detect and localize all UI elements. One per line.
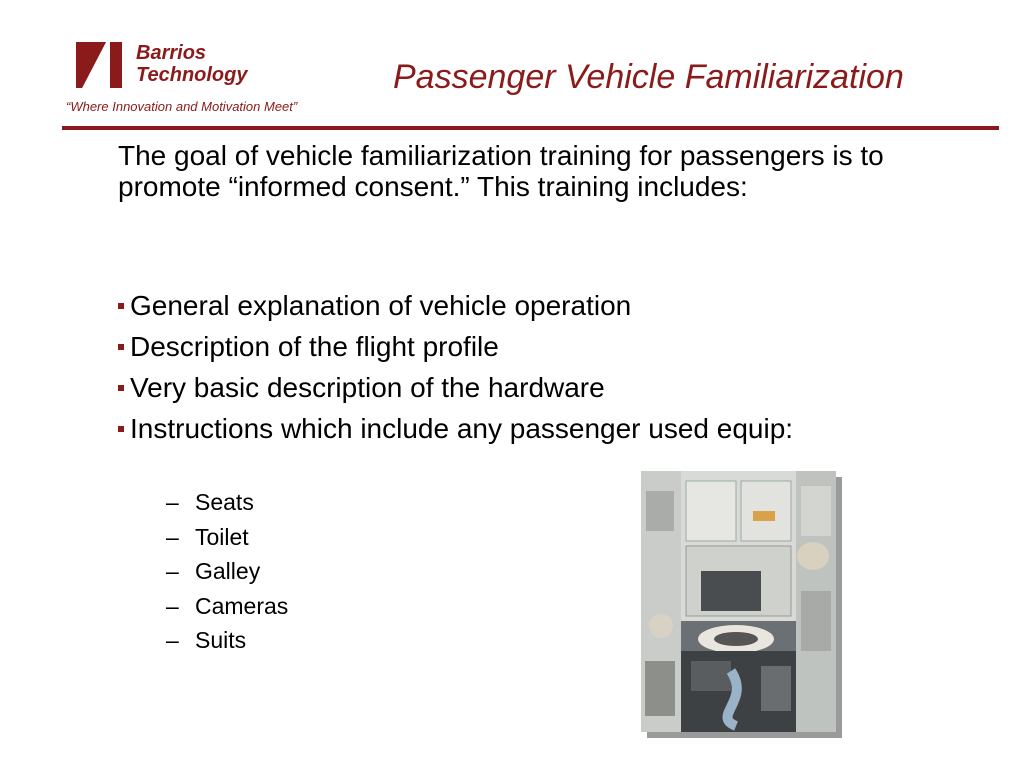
company-name <box>136 42 247 86</box>
dash-icon: – <box>166 523 179 550</box>
barrios-logo-icon <box>76 42 122 88</box>
tagline: “Where Innovation and Motivation Meet” <box>66 99 298 114</box>
bullet-marker-icon <box>118 344 124 350</box>
bullet-marker-icon <box>118 426 124 432</box>
dash-icon: – <box>166 627 179 653</box>
sub-bullet-item <box>166 623 288 658</box>
sub-bullet-item <box>166 520 288 555</box>
bullet-item <box>118 331 898 362</box>
spacecraft-toilet-photo <box>641 471 836 732</box>
sub-bullet-item <box>166 589 288 624</box>
sub-bullet-text: Toilet <box>195 523 249 550</box>
dash-icon: – <box>166 558 179 584</box>
bullet-text: General explanation of vehicle operation <box>130 290 632 321</box>
dash-icon: – <box>166 489 179 515</box>
sub-bullet-text: Cameras <box>195 592 289 619</box>
photo-illustration <box>641 471 836 732</box>
company-name-line1: Barrios <box>136 42 207 64</box>
dash-icon: – <box>166 592 179 619</box>
bullet-text: Instructions which include any passenger used equip: <box>130 413 794 444</box>
sub-bullet-text: Suits <box>195 627 247 653</box>
company-name-line2: Technology <box>136 64 248 86</box>
sub-bullet-item <box>166 485 288 520</box>
bullet-list <box>118 290 898 454</box>
bullet-item <box>118 372 898 403</box>
bullet-item <box>118 290 898 321</box>
intro-paragraph: The goal of vehicle familiarization training for passengers is to promote “informed consent.” This training includes: <box>118 140 884 202</box>
slide-title: Passenger Vehicle Familiarization <box>393 58 904 96</box>
bullet-item <box>118 413 898 444</box>
title-divider <box>62 126 999 130</box>
sub-bullet-text: Seats <box>195 489 254 515</box>
sub-bullet-item <box>166 554 288 589</box>
bullet-text: Very basic description of the hardware <box>130 372 605 403</box>
sub-bullet-text: Galley <box>195 558 261 584</box>
bullet-marker-icon <box>118 303 124 309</box>
bullet-marker-icon <box>118 385 124 391</box>
sub-bullet-list <box>166 485 288 658</box>
bullet-text: Description of the flight profile <box>130 331 499 362</box>
